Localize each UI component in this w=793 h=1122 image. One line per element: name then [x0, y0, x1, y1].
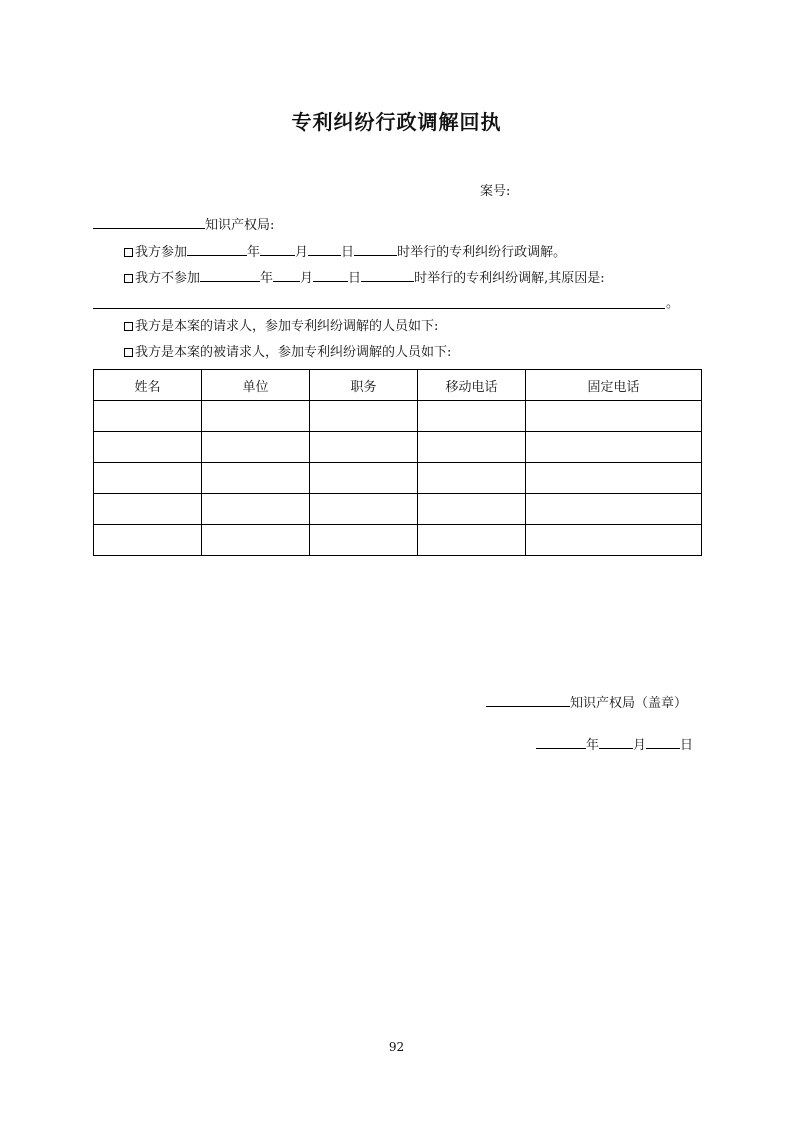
table-row	[94, 401, 702, 432]
requester-checkbox[interactable]	[124, 322, 133, 331]
table-cell[interactable]	[526, 401, 702, 432]
signature-office-blank[interactable]	[486, 692, 570, 707]
attend-day-blank[interactable]	[308, 241, 341, 256]
signature-date-line	[536, 734, 693, 754]
attend-prefix: 我方参加	[135, 245, 188, 260]
attend-year-label: 年	[247, 245, 261, 260]
table-row	[94, 432, 702, 463]
page-number: 92	[388, 1040, 405, 1054]
header-landline: 固定电话	[526, 370, 702, 401]
table-cell[interactable]	[94, 432, 202, 463]
attend-option	[124, 241, 566, 261]
respondent-option-text: 我方是本案的被请求人，参加专利纠纷调解的人员如下:	[135, 345, 452, 360]
table-cell[interactable]	[94, 525, 202, 556]
table-cell[interactable]	[526, 494, 702, 525]
not-attend-year-blank[interactable]	[200, 267, 260, 282]
requester-option	[124, 319, 438, 335]
attend-month-label: 月	[295, 245, 309, 260]
attend-suffix: 时举行的专利纠纷行政调解。	[397, 245, 567, 260]
header-name: 姓名	[94, 370, 202, 401]
not-attend-day-blank[interactable]	[313, 267, 348, 282]
signature-day-label: 日	[680, 738, 694, 753]
not-attend-option	[124, 267, 605, 287]
table-cell[interactable]	[202, 525, 310, 556]
attend-hour-blank[interactable]	[354, 241, 397, 256]
table-cell[interactable]	[418, 432, 526, 463]
table-cell[interactable]	[94, 494, 202, 525]
reason-blank[interactable]	[93, 297, 665, 309]
header-position: 职务	[310, 370, 418, 401]
not-attend-year-label: 年	[260, 271, 274, 286]
table-cell[interactable]	[310, 432, 418, 463]
not-attend-month-blank[interactable]	[273, 267, 300, 282]
addressee-blank[interactable]	[93, 214, 205, 229]
respondent-option	[124, 345, 451, 361]
table-row	[94, 463, 702, 494]
addressee-suffix: 知识产权局:	[205, 218, 275, 233]
reason-end-mark: 。	[666, 296, 680, 311]
table-cell[interactable]	[202, 463, 310, 494]
table-cell[interactable]	[526, 463, 702, 494]
signature-month-label: 月	[633, 738, 647, 753]
table-cell[interactable]	[94, 463, 202, 494]
table-cell[interactable]	[202, 432, 310, 463]
table-cell[interactable]	[418, 525, 526, 556]
table-cell[interactable]	[310, 494, 418, 525]
attend-month-blank[interactable]	[260, 241, 295, 256]
table-cell[interactable]	[310, 463, 418, 494]
table-header-row	[94, 370, 702, 401]
signature-day-blank[interactable]	[646, 734, 680, 749]
attend-day-label: 日	[341, 245, 355, 260]
header-unit: 单位	[202, 370, 310, 401]
addressee-line	[93, 214, 274, 234]
table-row	[94, 525, 702, 556]
table-cell[interactable]	[526, 432, 702, 463]
requester-option-text: 我方是本案的请求人，参加专利纠纷调解的人员如下:	[135, 319, 439, 334]
signature-year-label: 年	[586, 738, 600, 753]
header-mobile: 移动电话	[418, 370, 526, 401]
personnel-table	[93, 369, 702, 556]
attend-year-blank[interactable]	[187, 241, 247, 256]
table-cell[interactable]	[202, 401, 310, 432]
signature-office-line	[486, 692, 687, 712]
not-attend-prefix: 我方不参加	[135, 271, 201, 286]
table-row	[94, 494, 702, 525]
respondent-checkbox[interactable]	[124, 348, 133, 357]
case-number-label: 案号:	[480, 184, 511, 199]
not-attend-checkbox[interactable]	[124, 274, 133, 283]
not-attend-hour-blank[interactable]	[361, 267, 414, 282]
table-cell[interactable]	[526, 525, 702, 556]
table-cell[interactable]	[310, 525, 418, 556]
table-cell[interactable]	[202, 494, 310, 525]
not-attend-month-label: 月	[300, 271, 314, 286]
document-title: 专利纠纷行政调解回执	[291, 110, 502, 134]
table-cell[interactable]	[418, 494, 526, 525]
not-attend-suffix: 时举行的专利纠纷调解,其原因是:	[414, 271, 605, 286]
table-cell[interactable]	[94, 401, 202, 432]
signature-year-blank[interactable]	[536, 734, 586, 749]
table-cell[interactable]	[418, 401, 526, 432]
signature-month-blank[interactable]	[599, 734, 633, 749]
table-cell[interactable]	[310, 401, 418, 432]
attend-checkbox[interactable]	[124, 248, 133, 257]
not-attend-day-label: 日	[348, 271, 362, 286]
table-cell[interactable]	[418, 463, 526, 494]
signature-office-label: 知识产权局（盖章）	[570, 696, 688, 711]
